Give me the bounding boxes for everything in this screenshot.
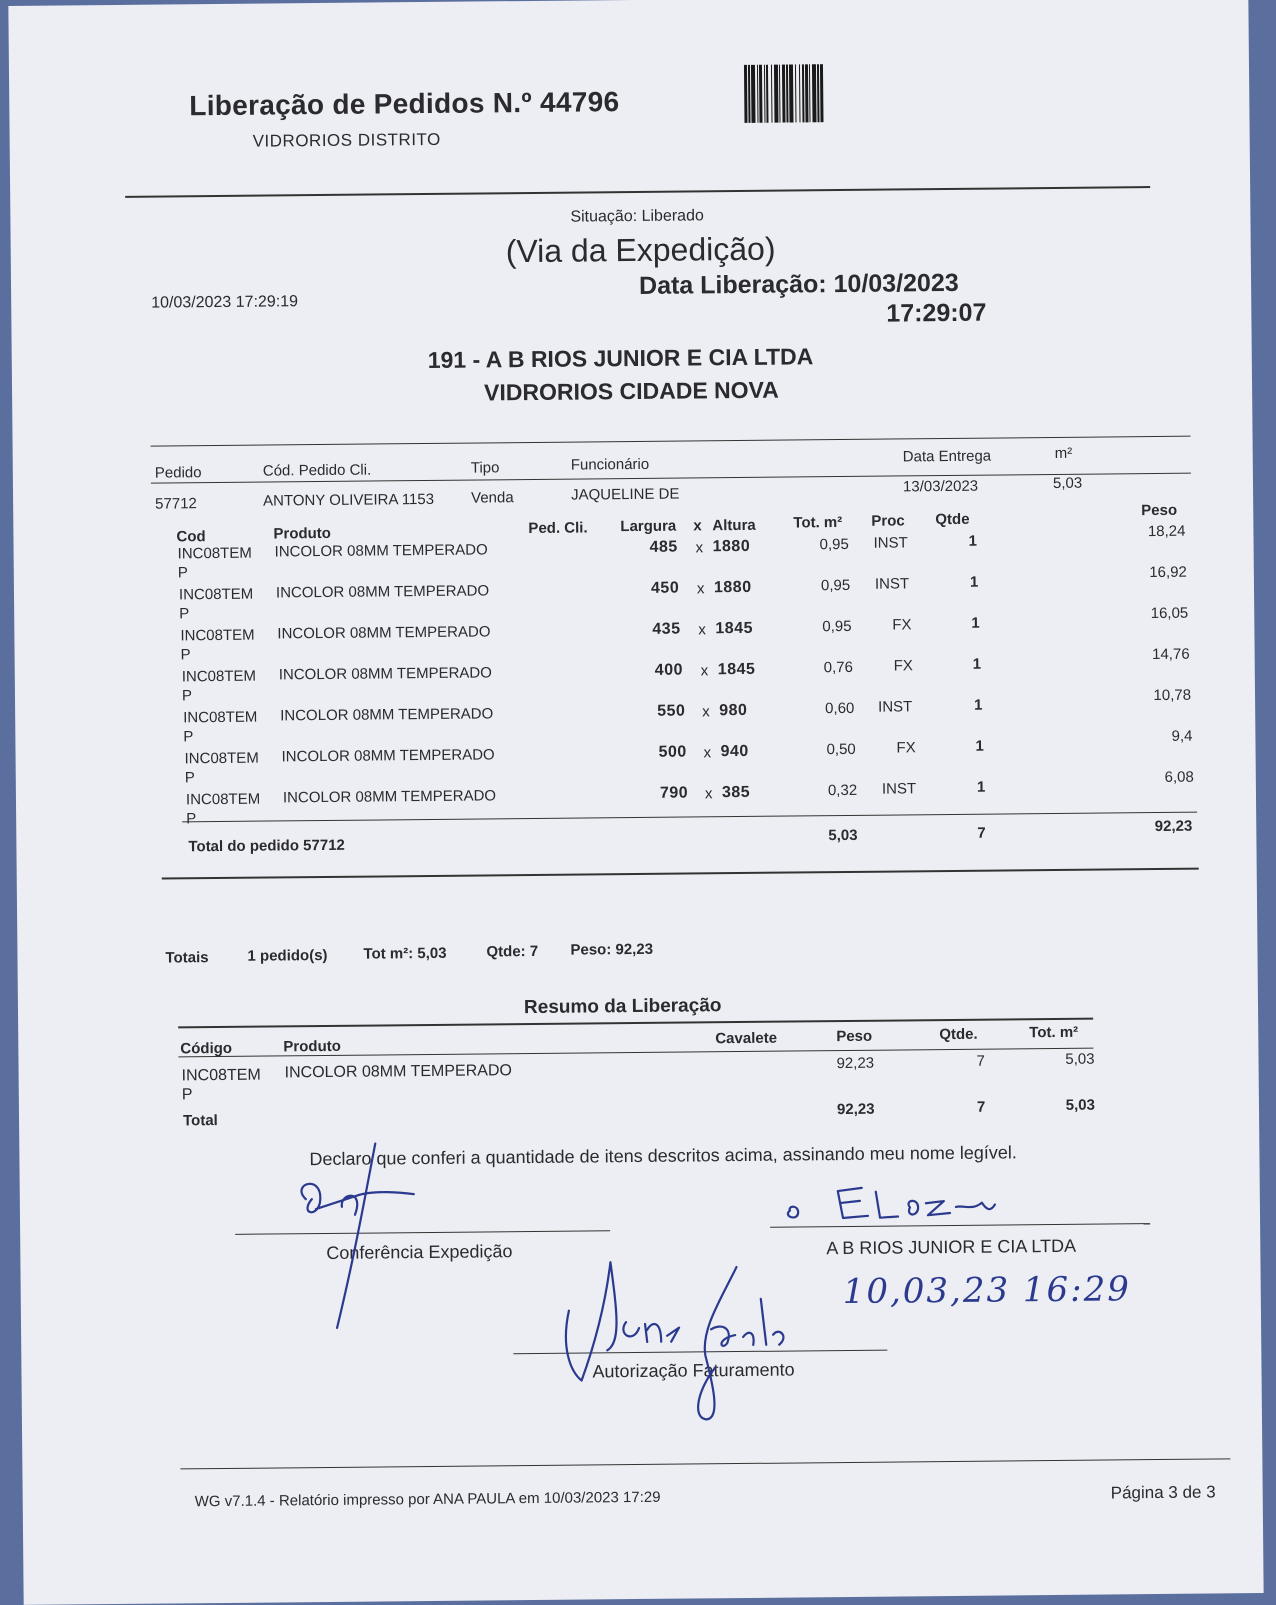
row-proc: INST xyxy=(881,780,917,798)
row-cod: INC08TEM P xyxy=(178,585,254,623)
row-proc: INST xyxy=(878,698,913,716)
row-largura: 500 xyxy=(658,743,687,761)
row-tot-m2: 0,95 xyxy=(820,576,851,595)
row-cod: INC08TEM P xyxy=(183,708,258,746)
row-x: x xyxy=(698,621,706,639)
row-peso: 14,76 xyxy=(1152,645,1190,664)
row-tot-m2: 0,60 xyxy=(825,699,855,718)
row-produto: INCOLOR 08MM TEMPERADO xyxy=(282,787,497,807)
label-tipo: Tipo xyxy=(470,459,500,477)
row-produto: INCOLOR 08MM TEMPERADO xyxy=(278,664,492,684)
row-x: x xyxy=(704,785,713,803)
row-proc: FX xyxy=(893,657,913,675)
row-tot-m2: 0,50 xyxy=(826,740,856,759)
row-qtde: 1 xyxy=(969,573,979,591)
client-branch: VIDRORIOS CIDADE NOVA xyxy=(483,376,779,406)
row-produto: INCOLOR 08MM TEMPERADO xyxy=(281,746,495,766)
row-altura: 1845 xyxy=(717,660,756,679)
label-cod-pedido-cli: Cód. Pedido Cli. xyxy=(262,461,372,480)
row-altura: 980 xyxy=(719,701,748,720)
document-page xyxy=(8,0,1263,1605)
col-cod: Cod xyxy=(176,528,206,546)
row-x: x xyxy=(696,580,705,598)
resumo-col-qtde: Qtde. xyxy=(939,1025,978,1044)
row-altura: 385 xyxy=(721,783,751,802)
row-produto: INCOLOR 08MM TEMPERADO xyxy=(277,623,491,643)
row-peso: 16,92 xyxy=(1149,563,1187,582)
row-altura: 1845 xyxy=(715,619,754,638)
row-produto: INCOLOR 08MM TEMPERADO xyxy=(274,541,488,561)
row-largura: 550 xyxy=(657,702,686,720)
order-total-qtde: 7 xyxy=(977,824,986,842)
totais-m2: Tot m²: 5,03 xyxy=(363,944,447,963)
row-altura: 1880 xyxy=(713,578,752,597)
row-altura: 1880 xyxy=(712,537,751,556)
totais-peso: Peso: 92,23 xyxy=(570,940,654,959)
col-ped-cli: Ped. Cli. xyxy=(528,519,588,538)
order-total-peso: 92,23 xyxy=(1154,817,1193,836)
situacao-label: Situação: Liberado xyxy=(570,207,704,226)
funcionario-value: JAQUELINE DE xyxy=(570,485,680,504)
resumo-title: Resumo da Liberação xyxy=(523,995,722,1019)
row-largura: 485 xyxy=(649,538,678,556)
row-qtde: 1 xyxy=(971,614,980,632)
row-x: x xyxy=(700,662,709,680)
resumo-col-cavalete: Cavalete xyxy=(715,1029,778,1048)
row-x: x xyxy=(702,703,710,721)
row-qtde: 1 xyxy=(974,696,983,714)
resumo-col-codigo: Código xyxy=(180,1039,233,1058)
order-total-m2: 5,03 xyxy=(828,826,858,845)
signature-company xyxy=(788,1187,995,1219)
row-proc: INST xyxy=(874,575,910,593)
col-x: x xyxy=(693,517,702,535)
resumo-row-peso: 92,23 xyxy=(836,1054,875,1073)
client-name: 191 - A B RIOS JUNIOR E CIA LTDA xyxy=(427,343,814,373)
row-tot-m2: 0,95 xyxy=(819,535,849,554)
label-data-entrega: Data Entrega xyxy=(902,447,992,466)
totais-qtde: Qtde: 7 xyxy=(486,942,539,961)
handwritten-datetime: 10,03,23 16:29 xyxy=(842,1269,1132,1313)
data-liberacao-time: 17:29:07 xyxy=(886,298,987,328)
row-peso: 6,08 xyxy=(1164,768,1194,786)
label-m2: m² xyxy=(1054,444,1073,462)
col-produto: Produto xyxy=(273,524,332,543)
footer-page-number: Página 3 de 3 xyxy=(1110,1482,1216,1503)
m2-value: 5,03 xyxy=(1052,474,1083,492)
issuer-company: VIDRORIOS DISTRITO xyxy=(252,129,441,151)
row-cod: INC08TEM P xyxy=(180,626,255,664)
autorizacao-label: Autorização Faturamento xyxy=(592,1359,795,1382)
signature-conferencia xyxy=(301,1143,415,1328)
row-largura: 450 xyxy=(650,579,680,597)
row-proc: INST xyxy=(873,534,908,552)
label-funcionario: Funcionário xyxy=(570,455,650,474)
signature-autorizacao xyxy=(565,1261,784,1421)
row-produto: INCOLOR 08MM TEMPERADO xyxy=(275,582,490,602)
col-largura: Largura xyxy=(620,517,677,536)
pedido-number: 57712 xyxy=(155,495,197,513)
declaration-text: Declaro que conferi a quantidade de itens descritos acima, assinando meu nome legível. xyxy=(309,1142,1017,1170)
row-cod: INC08TEM P xyxy=(185,790,261,828)
resumo-row-produto: INCOLOR 08MM TEMPERADO xyxy=(284,1062,512,1082)
resumo-total-qtde: 7 xyxy=(976,1098,986,1116)
footer-printed-by: WG v7.1.4 - Relatório impresso por ANA PAULA em 10/03/2023 17:29 xyxy=(194,1488,661,1511)
row-peso: 10,78 xyxy=(1153,686,1192,705)
cod-pedido-cli: ANTONY OLIVEIRA 1153 xyxy=(263,490,435,510)
document-title: Liberação de Pedidos N.º 44796 xyxy=(189,86,620,122)
resumo-row-tot-m2: 5,03 xyxy=(1065,1050,1095,1068)
row-tot-m2: 0,76 xyxy=(823,658,854,677)
label-pedido: Pedido xyxy=(154,464,202,482)
tipo-value: Venda xyxy=(471,489,514,507)
col-proc: Proc xyxy=(871,512,905,530)
row-proc: FX xyxy=(896,739,916,757)
row-largura: 790 xyxy=(659,784,689,802)
row-tot-m2: 0,95 xyxy=(822,617,852,636)
resumo-total-tot-m2: 5,03 xyxy=(1065,1096,1096,1114)
row-qtde: 1 xyxy=(972,655,982,673)
row-cod: INC08TEM P xyxy=(177,544,252,582)
resumo-total-label: Total xyxy=(182,1112,218,1130)
row-largura: 435 xyxy=(652,620,681,638)
data-liberacao: Data Liberação: 10/03/2023 xyxy=(638,268,959,300)
resumo-row-qtde: 7 xyxy=(976,1052,985,1070)
resumo-col-produto: Produto xyxy=(283,1037,341,1056)
row-cod: INC08TEM P xyxy=(184,749,259,787)
resumo-total-peso: 92,23 xyxy=(836,1100,875,1119)
row-qtde: 1 xyxy=(968,532,977,550)
row-peso: 9,4 xyxy=(1171,727,1193,745)
handwritten-signatures xyxy=(8,0,1263,1605)
row-peso: 18,24 xyxy=(1147,522,1186,541)
print-timestamp: 10/03/2023 17:29:19 xyxy=(151,293,299,312)
col-peso: Peso xyxy=(1141,501,1178,520)
data-entrega-value: 13/03/2023 xyxy=(902,477,979,496)
row-tot-m2: 0,32 xyxy=(827,781,858,800)
row-peso: 16,05 xyxy=(1150,604,1189,623)
conferencia-label: Conferência Expedição xyxy=(326,1241,513,1263)
row-x: x xyxy=(703,744,712,762)
col-qtde: Qtde xyxy=(935,510,970,529)
resumo-row-cod: INC08TEM P xyxy=(181,1066,261,1104)
row-altura: 940 xyxy=(720,742,749,761)
row-qtde: 1 xyxy=(976,778,986,796)
resumo-col-peso: Peso xyxy=(836,1027,873,1046)
row-produto: INCOLOR 08MM TEMPERADO xyxy=(280,705,494,725)
row-proc: FX xyxy=(892,616,912,634)
via-label: (Via da Expedição) xyxy=(505,230,776,270)
col-tot-m2: Tot. m² xyxy=(793,514,843,532)
row-cod: INC08TEM P xyxy=(181,667,257,705)
row-qtde: 1 xyxy=(975,737,984,755)
row-largura: 400 xyxy=(654,661,684,679)
totais-label: Totais xyxy=(165,949,209,967)
col-altura: Altura xyxy=(712,516,756,535)
order-total-label: Total do pedido 57712 xyxy=(188,836,345,856)
company-signature-label: A B RIOS JUNIOR E CIA LTDA xyxy=(826,1235,1077,1259)
row-x: x xyxy=(695,539,704,557)
resumo-col-tot-m2: Tot. m² xyxy=(1029,1023,1079,1042)
totais-pedidos: 1 pedido(s) xyxy=(247,946,328,965)
